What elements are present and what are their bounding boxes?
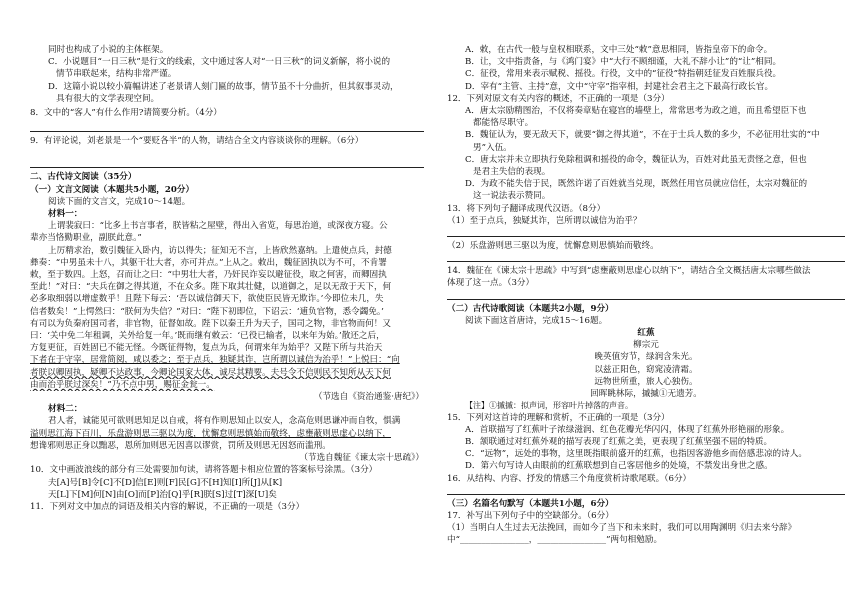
poem: [447, 327, 845, 400]
answer-line: [447, 236, 845, 237]
material-1-text: [30, 220, 424, 391]
q11-option-d: D．宰有“主管、主持”意，文中“守宰”指宰相，封建社会君主之下最高行政长官。: [465, 81, 774, 92]
question-12: 12．下列对原文有关内容的概述，不正确的一项是（3分）: [447, 93, 670, 104]
q15-option-d: D．第六句写诗人由眼前的红蕉联想到自己客居他乡的处境，不禁发出身世之感。: [465, 461, 773, 472]
poem-note: 【注】①摵摵：拟声词，形容叶片掉落的声音。: [465, 401, 633, 411]
question-15: 15．下列对这首诗的理解和赏析，不正确的一项是（3分）: [447, 412, 670, 423]
section-divider: [447, 299, 845, 300]
q7-option-c-line2: 情节串联起来，结构非常严谨。: [56, 69, 177, 80]
text-line-wavy: 者朕以卿固执，疑卿不达政事，今卿论国家大体，诚尽其精要。夫号令不信则民不知所从天下何: [30, 367, 391, 378]
left-column: [30, 0, 424, 513]
answer-line: [447, 261, 845, 262]
text-line: 信者数矣！”上愕然曰：“朕何为失信？”对曰：“陛下初即位，下诏云：‘逋负官物，悉令蠲免。’: [30, 306, 384, 317]
text-line: 至此！”对曰：“夫兵在御之得其道，不在众多。陛下取其壮健，以道御之，足以无敌于天下，何: [30, 282, 392, 293]
poem-instruction: 阅读下面这首唐诗，完成15～16题。: [465, 315, 608, 326]
answer-line: [30, 131, 424, 132]
question-9: 9．有评论说，刘老景是一个“要贬各半”的人物，请结合全文内容谈谈你的理解。（6分）: [30, 136, 364, 147]
question-17: 17．补写出下列句子中的空缺部分。（6分）: [447, 511, 614, 522]
poem-line: 回晖眺林际，摵摵①无遗芳。: [590, 389, 702, 400]
poem-author: 柳宗元: [633, 340, 659, 351]
q15-option-c: C．“远物”，远处的事物，这里既指眼前盛开的红蕉，也指因客游他乡而倍感悲凉的诗人。: [465, 449, 807, 460]
material-2-text: [30, 415, 424, 452]
q7-option-c-line1: C．小说题目“一日三秋”是行文的线索，文中通过客人对“一日三秋”的词义新解，将小说的: [48, 57, 391, 68]
q12-option-b-line1: B．魏征认为，要无敌天下，就要“御之得其道”，不在于士兵人数的多少，不必征用壮实的“中: [465, 130, 820, 141]
text-line: 曰：‘关中免二年租调，关外给复一年。’既而继有敕云：‘已役已输者，以来年为始。’散还之后，: [30, 331, 385, 342]
section-divider: [447, 494, 845, 495]
q15-option-a: A．首联描写了红蕉叶子浓绿滋润、红色花瓣光华闪闪，体现了红蕉外形艳丽的形象。: [465, 424, 790, 435]
q12-option-c-line2: 是君主失信的表现。: [473, 167, 551, 178]
text-line: 想谗邪则思正身以黜恶，恩所加则思无因喜以谬赏，罚所及则思无因怒而滥刑。: [30, 440, 331, 451]
question-14-line1: 14．魏征在《谏太宗十思疏》中写到“虑壅蔽则思虚心以纳下”，请结合全文概括唐太宗哪些做法: [447, 266, 811, 277]
question-10-options-2: 天[L]下[M]何[N]由[O]而[P]治[Q]乎[R]朕[S]过[T]深[U]矣: [48, 489, 277, 500]
section-2-1-title: （一）文言文阅读（本题共5小题，20分）: [30, 184, 195, 195]
question-13: 13．将下列句子翻译成现代汉语。（8分）: [447, 203, 606, 214]
reading-instruction: 阅读下面的文言文，完成10～14题。: [48, 196, 191, 207]
q7-option-d-line1: D．这篇小说以较小篇幅讲述了老景请人刻门匾的故事，情节虽不十分曲折，但其叙事灵动，: [48, 81, 399, 92]
text-line-wavy: 由而治乎朕过深矣！”乃不点中男，赐征金瓮一。: [30, 379, 215, 390]
text-line-underlined: 下者在于守宰，居常简阅，咸以委之；至于点兵，独疑其诈，岂所谓以诚信为治乎！”上悦曰：“向: [30, 355, 400, 366]
material-1-source: （节选自《资治通鉴·唐纪》）: [313, 392, 424, 403]
text-line: 君人者，诚能见可欲则思知足以自戒，将有作则思知止以安人，念高危则思谦冲而自牧，惧满: [48, 416, 401, 427]
q11-option-b: B．让，文中指责备，与《鸿门宴》中“大行不顾细谨，大礼不辞小让”的“让”相同。: [465, 57, 782, 68]
question-10: 10．文中画波浪线的部分有三处需要加句读，请将答题卡相应位置的答案标号涂黑。（3分）: [30, 465, 378, 476]
text-line: 必多取细弱以增虚数乎！且陛下每云：‘吾以诚信御天下，欲使臣民皆无欺诈。’今即位未几，失: [30, 294, 384, 305]
question-14-line2: 体现了这一点。（3分）: [447, 278, 535, 289]
question-13-2: （2）乐盘游则思三驱以为度，忧懈怠则思慎始而敬终。: [447, 241, 659, 252]
question-8: 8．文中的“客人”有什么作用?请简要分析。（4分）: [30, 108, 222, 119]
q12-option-a-line1: A．唐太宗励精图治，不仅将奏章贴在寝宫的墙壁上，常常思考为政之道，而且希望臣下也: [465, 106, 807, 117]
right-column: [447, 0, 845, 547]
section-2-2-title: （二）古代诗歌阅读（本题共2小题，9分）: [447, 303, 614, 314]
poem-line: 晚英值穷节，绿润含朱光。: [594, 352, 698, 363]
text-line: 有司以为负秦府国司者，非官物，征督如故。陛下以秦王升为天子，国司之物，非官物而何！又: [30, 318, 391, 329]
material-2-source: （节选自魏征《谏太宗十思疏》）: [299, 453, 424, 464]
question-16: 16．从结构、内容、抒发的情感三个角度赏析诗歌尾联。（6分）: [447, 473, 692, 484]
text-line: 敕，至于数四。上怒，召而让之曰：“中男壮大者，乃奸民诈妄以避征役，取之何害，而卿固执: [30, 270, 387, 281]
poem-title: 红蕉: [637, 328, 655, 339]
q7-option-d-line2: 具有很大的文学表现空间。: [56, 93, 160, 104]
section-divider: [30, 167, 424, 168]
q11-option-a: A．敕，在古代一般与皇权相联系，文中三处“敕”意思相同，皆指皇帝下的命令。: [465, 45, 773, 55]
material-1-label: 材料一：: [48, 209, 83, 220]
q15-option-b: B．颔联通过对红蕉外观的描写表现了红蕉之美，更表现了红蕉坚强不屈的特质。: [465, 437, 773, 448]
text-line: 上厉精求治，数引魏征入卧内，访以得失；征知无不言，上皆欣然嘉纳。上遣使点兵，封德: [48, 245, 392, 256]
section-2-title: 二、古代诗文阅读（35分）: [30, 172, 137, 183]
q12-option-d-line1: D．为政不能失信于民，既然许诺了百姓就当兑现，既然任用官员就应信任，太宗对魏征的: [465, 179, 808, 190]
question-13-1: （1）至于点兵，独疑其诈，岂所谓以诚信为治乎？: [447, 215, 642, 226]
question-10-options: 夫[A]号[B]令[C]不[D]信[E]则[F]民[G]不[H]知[I]所[J]从[K]: [48, 477, 283, 488]
q12-option-b-line2: 男”入伍。: [473, 142, 512, 153]
question-11: 11．下列对文中加点的词语及相关内容的解说，不正确的一项是（3分）: [30, 501, 305, 512]
q12-option-a-line2: 都能恪尽职守。: [473, 118, 534, 129]
q12-option-c-line1: C．唐太宗并未立即执行免除租调和摇役的命令，魏征认为，百姓对此虽无责怪之意，但也: [465, 154, 807, 165]
question-17-1: （1）当明白人生过去无法挽回，而如今了当下和未来时，我们可以用陶渊明《归去来兮辞》: [447, 523, 797, 534]
text-line: 上谓裴寂曰：“比多上书言事者，朕皆粘之屋壁，得出入省览，每思治道，或深夜方寝。公: [48, 221, 388, 232]
poem-line: 远物世所重，旅人心独伤。: [594, 376, 698, 387]
text-line-underlined: 溢则思江海下百川，乐盘游则思三驱以为度，忧懈怠则思慎始而敬终，虑壅蔽则思虚心以纳下，: [30, 428, 391, 439]
poem-line: 以兹正阳色，窈窕凌清霜。: [594, 364, 698, 375]
text-line: 辈亦当恪勤职业，副朕此意。”: [30, 233, 142, 244]
text-line: 彝奏：“中男虽未十八，其躯干壮大者，亦可并点。”上从之。敕出，魏征固执以为不可，不肯署: [30, 257, 387, 268]
q7-continuation: 同时也构成了小说的主体框架。: [48, 45, 169, 55]
section-3-title: （三）名篇名句默写（本题共1小题，6分）: [447, 498, 614, 509]
text-line: 方复更征，百姓固已不能无怪。今既征得物，复点为兵，何谓来年为始乎？又陛下所与共治天: [30, 343, 383, 354]
question-17-1-blanks: 中“________________，________________”两句相勉励。: [447, 535, 663, 546]
q12-option-d-line2: 这一说法表示赞同。: [473, 191, 551, 202]
q11-option-c: C．征役，常用来表示赋税、摇役。行役，文中的“征役”特指朝廷征发百姓服兵役。: [465, 69, 782, 80]
material-2-label: 材料二：: [48, 404, 83, 415]
